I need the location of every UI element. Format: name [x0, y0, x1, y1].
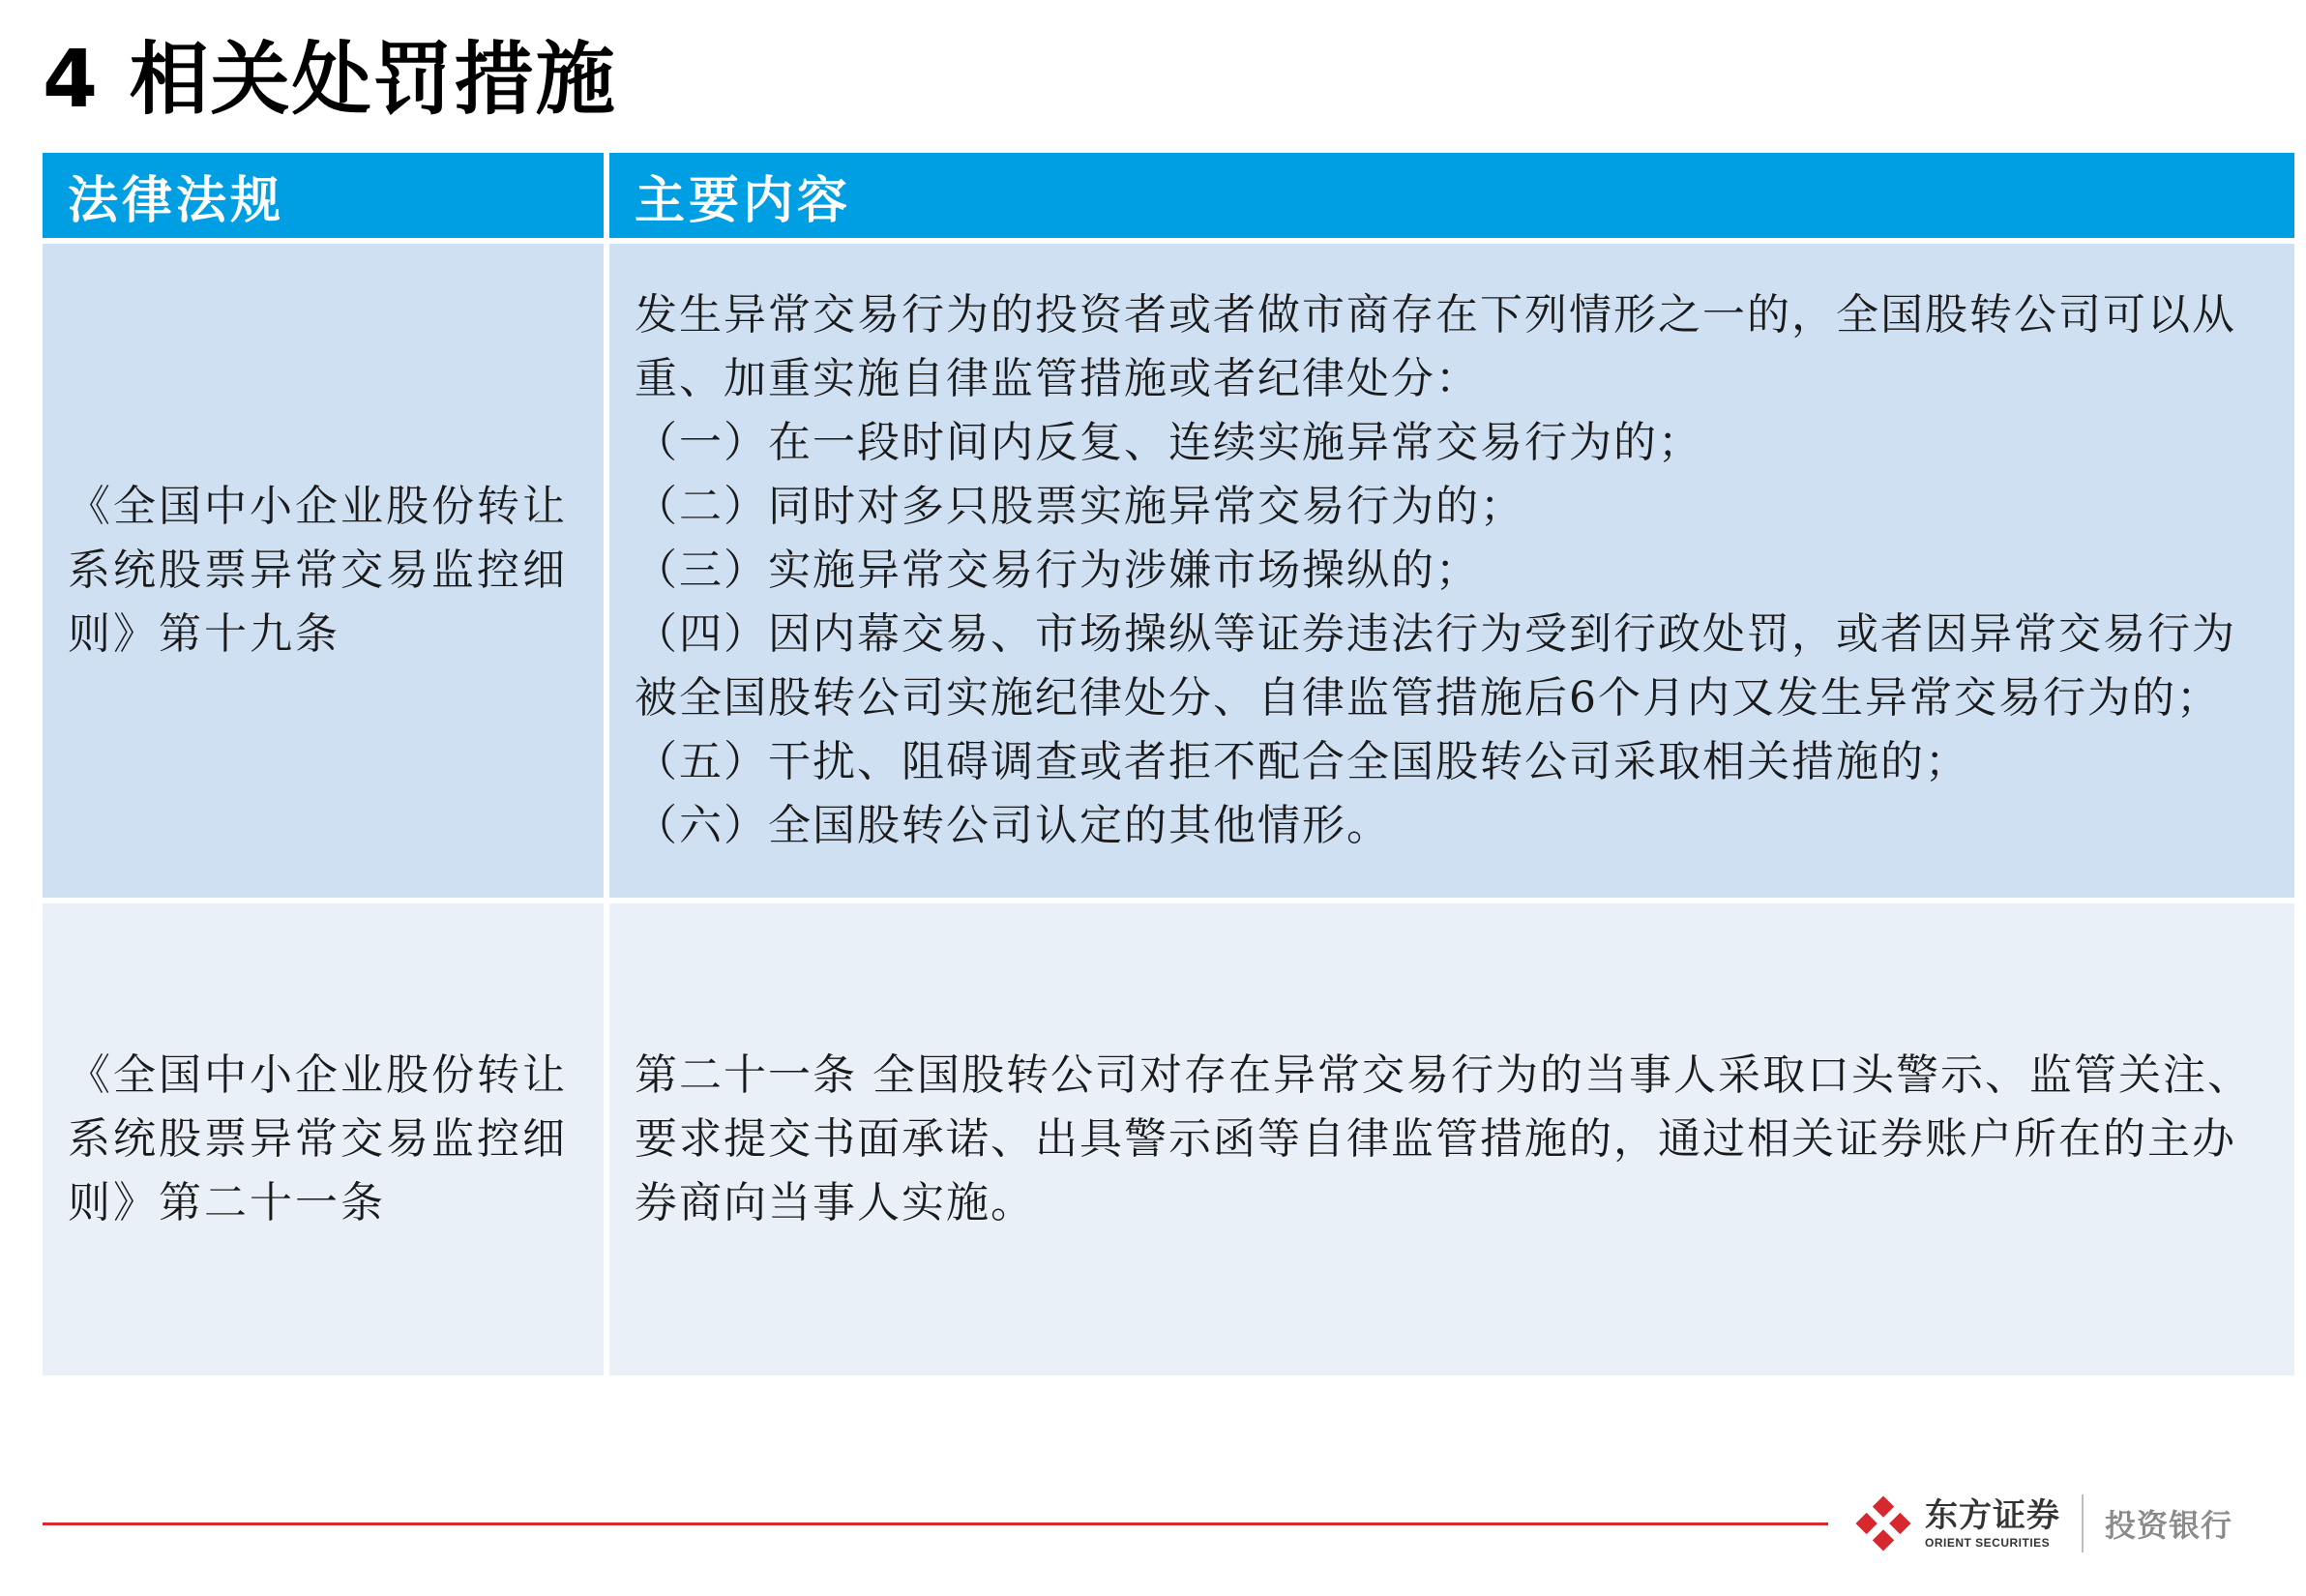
page-title: 4 相关处罚措施 [43, 34, 617, 126]
content-paragraph: （三）实施异常交易行为涉嫌市场操纵的； [635, 546, 1480, 595]
law-name: 《全国中小企业股份转让系统股票异常交易监控细则》第二十一条 [68, 1050, 568, 1227]
law-cell [43, 903, 604, 1375]
content-paragraph: （四）因内幕交易、市场操纵等证券违法行为受到行政处罚，或者因异常交易行为被全国股转公司实施纪律处分、自律监管措施后6个月内又发生异常交易行为的； [635, 609, 2236, 723]
logo-text [1925, 1496, 2060, 1551]
table-row [43, 903, 2294, 1375]
content-paragraph: 第二十一条 全国股转公司对存在异常交易行为的当事人采取口头警示、监管关注、要求提交书面承诺、出具警示函等自律监管措施的，通过相关证券账户所在的主办券商向当事人实施。 [635, 1050, 2252, 1227]
header-content: 主要内容 [609, 153, 2294, 238]
law-name: 《全国中小企业股份转让系统股票异常交易监控细则》第十九条 [68, 482, 568, 659]
company-logo [1853, 1490, 2232, 1557]
content-cell [609, 244, 2294, 898]
orient-securities-logo-icon [1853, 1493, 1913, 1553]
law-cell [43, 244, 604, 898]
content-paragraph: （六）全国股转公司认定的其他情形。 [635, 801, 1391, 850]
header-laws: 法律法规 [43, 153, 604, 238]
table-row [43, 244, 2294, 898]
content-paragraph: （一）在一段时间内反复、连续实施异常交易行为的； [635, 418, 1702, 467]
content-cell [609, 903, 2294, 1375]
table-header-row [43, 153, 2294, 238]
logo-divider [2082, 1494, 2084, 1552]
content-paragraph: （二）同时对多只股票实施异常交易行为的； [635, 482, 1524, 531]
logo-name-cn: 东方证券 [1925, 1497, 2060, 1534]
department-label: 投资银行 [2105, 1508, 2233, 1543]
regulation-table [43, 153, 2294, 1375]
content-paragraph: （五）干扰、阻碍调查或者拒不配合全国股转公司采取相关措施的； [635, 737, 1969, 786]
content-paragraph: 发生异常交易行为的投资者或者做市商存在下列情形之一的，全国股转公司可以从重、加重实施自律监管措施或者纪律处分： [635, 290, 2236, 403]
footer-divider-line [43, 1522, 1828, 1525]
logo-name-en: ORIENT SECURITIES [1925, 1536, 2051, 1550]
